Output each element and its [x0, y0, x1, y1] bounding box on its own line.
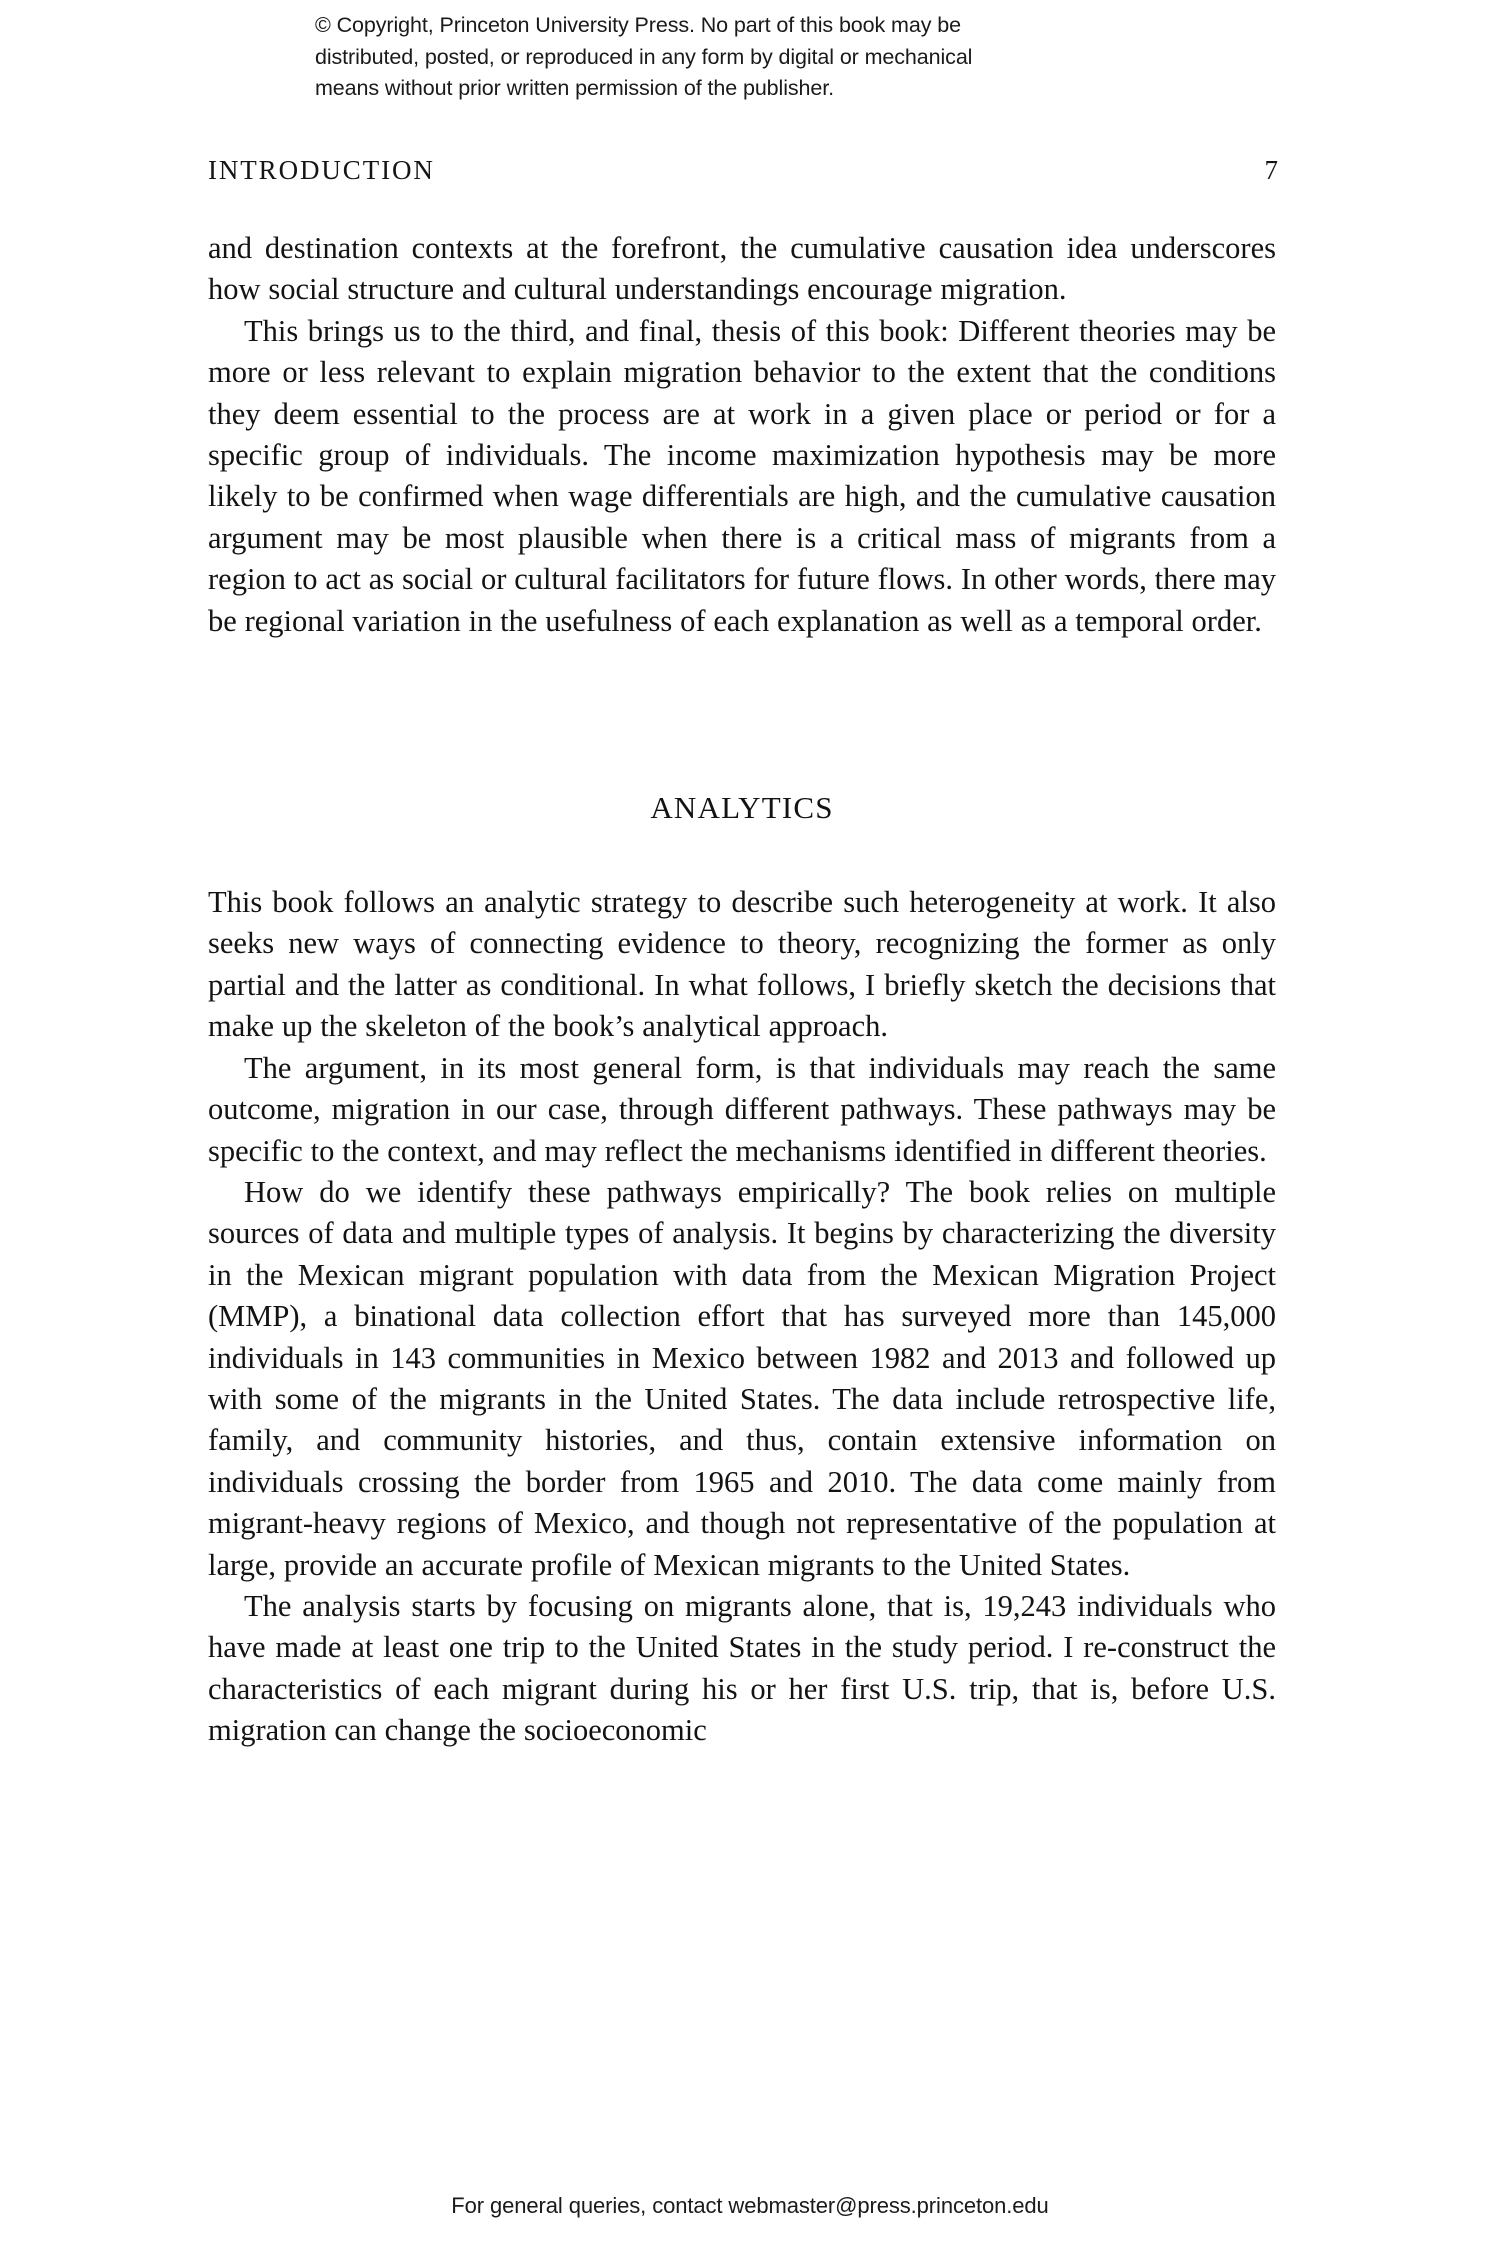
- copyright-line-2: distributed, posted, or reproduced in any form by digital or mechanical: [315, 44, 973, 69]
- copyright-line-3: means without prior written permission of the publisher.: [315, 76, 835, 100]
- paragraph-pathways-data: How do we identify these pathways empirically? The book relies on multiple sources of data and multiple types of analysis. It begins by characterizing the diversity in the Mexican migrant population with data from the Mexican Migration Project (MMP), a binational data collection effort that has surveyed more than 145,000 individuals in 143 communities in Mexico between 1982 and 2013 and followed up with some of the migrants in the United States. The data include retrospective life, family, and community histories, and thus, contain extensive information on individuals crossing the border from 1965 and 2010. The data come mainly from migrant-heavy regions of Mexico, and though not representative of the population at large, provide an accurate profile of Mexican migrants to the United States.: [208, 1174, 1276, 1582]
- section-heading-analytics: ANALYTICS: [650, 790, 834, 826]
- page-number: 7: [1264, 155, 1278, 185]
- paragraph-analytic-strategy: This book follows an analytic strategy to describe such heterogeneity at work. It also seeks new ways of connecting evidence to theory, recognizing the former as only partial and the latter as conditional. In what follows, I briefly sketch the decisions that make up the skeleton of the book’s analytical approach.: [208, 885, 1276, 1044]
- paragraph-continuation: and destination contexts at the forefront, the cumulative causation idea underscores how social structure and cultural understandings encourage migration.: [208, 231, 1276, 307]
- heading-spacer: [208, 826, 1276, 882]
- paragraph-third-thesis: This brings us to the third, and final, thesis of this book: Different theories may be more or less relevant to explain migration behavior to the extent that the conditions they deem essential to the process are at work in a given place or period or for a specific group of individuals. The income maximization hypothesis may be more likely to be confirmed when wage differentials are high, and the cumulative causation argument may be most plausible when there is a critical mass of migrants from a region to act as social or cultural facilitators for future flows. In other words, there may be regional variation in the usefulness of each explanation as well as a temporal order.: [208, 313, 1276, 638]
- copyright-notice: [315, 10, 1175, 105]
- running-head: [208, 155, 1278, 186]
- paragraph-analysis-start: The analysis starts by focusing on migrants alone, that is, 19,243 individuals who have made at least one trip to the United States in the study period. I re-construct the characteristics of each migrant during his or her first U.S. trip, that is, before U.S. migration can change the socioeconomic: [208, 1588, 1276, 1748]
- paragraph-argument: The argument, in its most general form, is that individuals may reach the same outcome, migration in our case, through different pathways. These pathways may be specific to the context, and may reflect the mechanisms identified in different theories.: [208, 1050, 1276, 1168]
- body-text-column: [208, 228, 1276, 1752]
- running-head-chapter-title: INTRODUCTION: [208, 155, 435, 185]
- copyright-line-1: © Copyright, Princeton University Press. No part of this book may be: [315, 13, 961, 37]
- footer-contact: For general queries, contact webmaster@press.princeton.edu: [451, 2193, 1049, 2218]
